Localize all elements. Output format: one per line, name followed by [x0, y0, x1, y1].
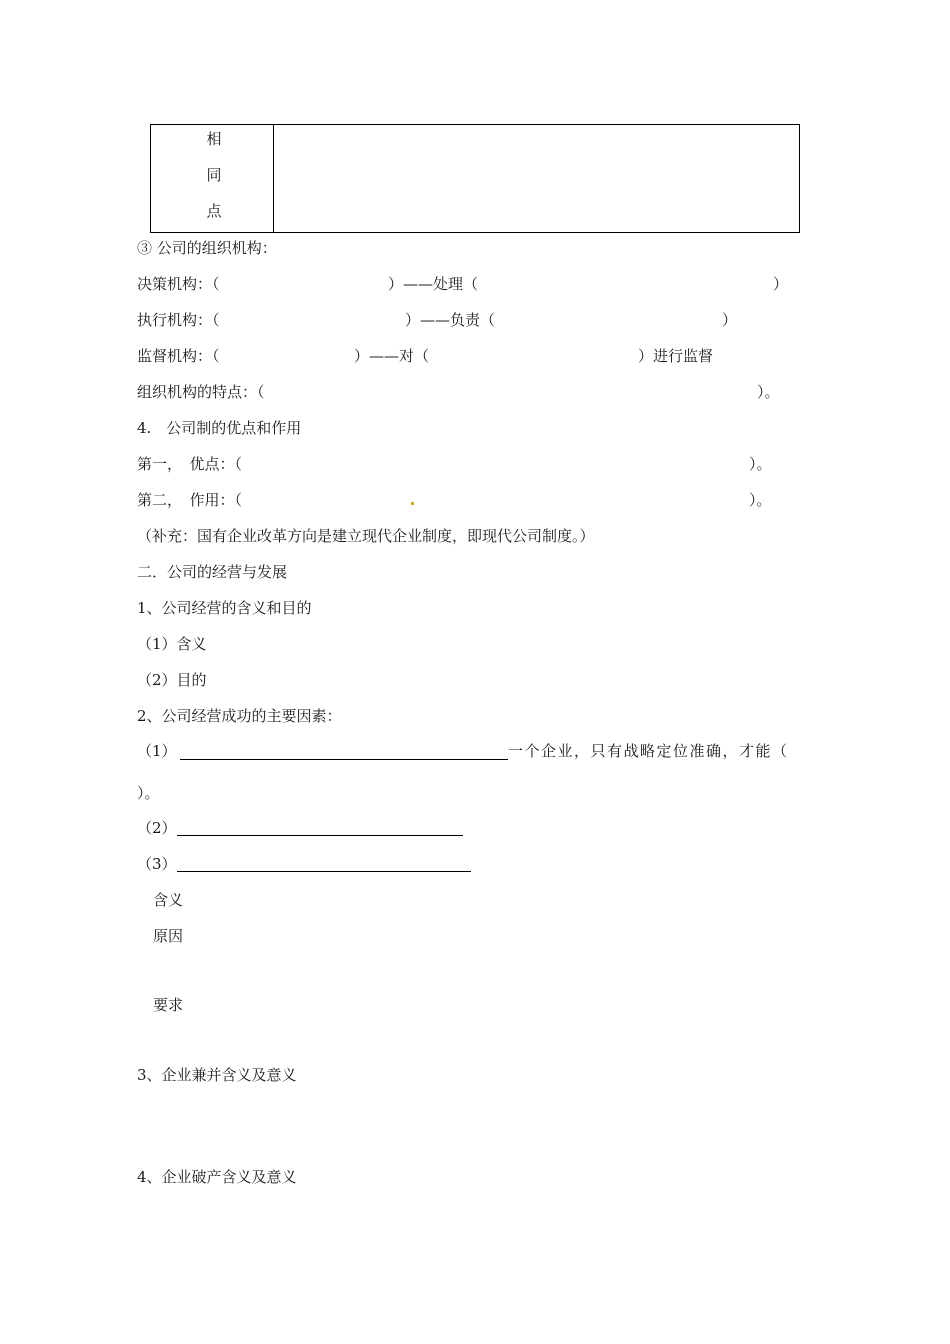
- factor1-blank: [180, 759, 508, 760]
- features-label: 组织机构的特点：（: [137, 383, 265, 401]
- table-label-char: 相: [206, 130, 222, 148]
- factor2-blank: [177, 835, 463, 836]
- strategy-reason: 原因: [153, 927, 184, 945]
- org-heading: ③ 公司的组织机构：: [137, 239, 277, 257]
- item1-meaning: （1）含义: [137, 635, 207, 653]
- advantage-end: ）。: [749, 455, 772, 473]
- decision-label: 决策机构：（: [137, 275, 220, 293]
- factor3-blank: [177, 871, 471, 872]
- stray-mark: [411, 502, 414, 505]
- supervision-mid: ）——对（: [354, 347, 430, 365]
- supervision-end: ）进行监督: [638, 347, 714, 365]
- section4-heading: 4. 公司制的优点和作用: [137, 419, 302, 437]
- item4-heading: 4、企业破产含义及意义: [137, 1168, 297, 1186]
- factor1-label: （1）: [137, 742, 177, 760]
- factor1-text: 一个企业，只有战略定位准确，才能（: [508, 742, 789, 760]
- strategy-meaning: 含义: [153, 891, 184, 909]
- item1-heading: 1、公司经营的含义和目的: [137, 599, 312, 617]
- execution-mid: ）——负责（: [405, 311, 496, 329]
- table-label-char: 点: [206, 202, 222, 220]
- supervision-label: 监督机构：（: [137, 347, 220, 365]
- table-divider: [273, 125, 274, 232]
- part2-heading: 二．公司的经营与发展: [137, 563, 288, 581]
- item3-heading: 3、企业兼并含义及意义: [137, 1066, 297, 1084]
- item2-heading: 2、公司经营成功的主要因素：: [137, 707, 342, 725]
- factor2-label: （2）: [137, 819, 177, 837]
- factor1-end: ）。: [137, 784, 160, 802]
- advantage-label: 第一， 优点：（: [137, 455, 243, 473]
- supplement-note: （补充：国有企业改革方向是建立现代企业制度，即现代公司制度。）: [137, 527, 595, 545]
- features-end: ）。: [757, 383, 780, 401]
- table-label-char: 同: [206, 166, 222, 184]
- factor3-label: （3）: [137, 855, 177, 873]
- decision-mid: ）——处理（: [388, 275, 479, 293]
- comparison-table: [150, 124, 800, 233]
- role-end: ）。: [749, 491, 772, 509]
- decision-end: ）: [773, 275, 789, 293]
- strategy-requirement: 要求: [153, 996, 184, 1014]
- execution-label: 执行机构：（: [137, 311, 220, 329]
- role-label: 第二， 作用：（: [137, 491, 243, 509]
- execution-end: ）: [722, 311, 738, 329]
- item1-purpose: （2）目的: [137, 671, 207, 689]
